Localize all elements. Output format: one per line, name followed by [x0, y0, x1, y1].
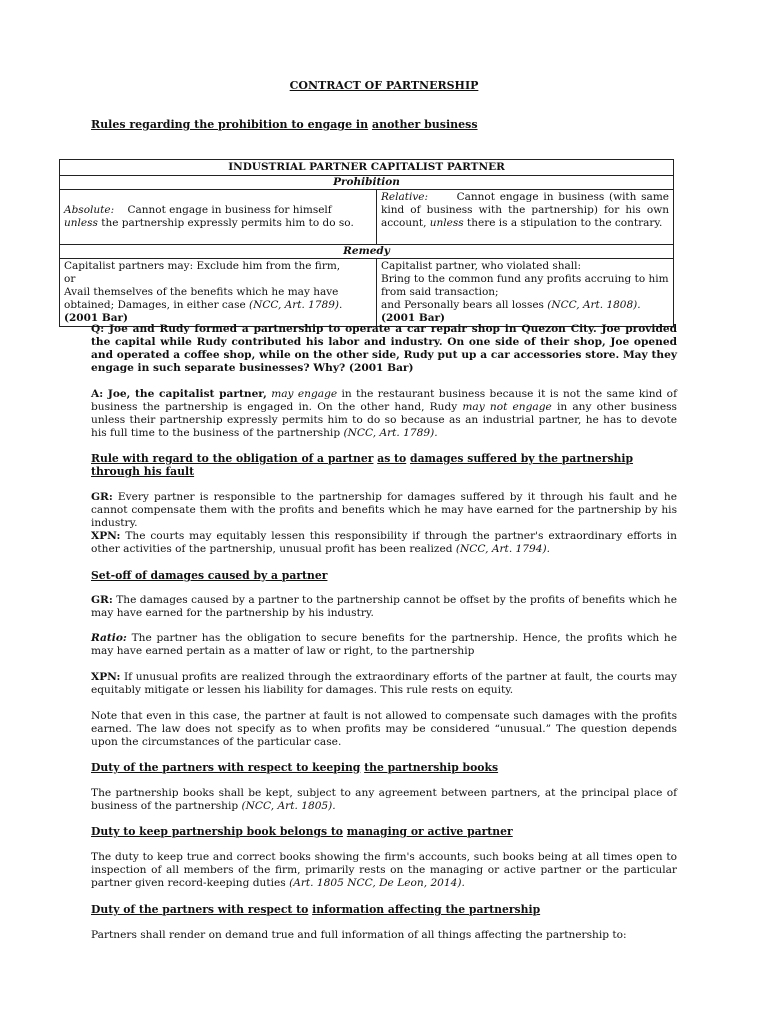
managing-paragraph [91, 851, 677, 890]
info-heading-a: Duty of the partners with respect to [91, 903, 309, 916]
absolute-text2: the partnership expressly permits him to do so. [101, 217, 354, 229]
books-heading [91, 761, 677, 774]
rules-heading [91, 118, 478, 131]
xpn-label-1: XPN: [91, 530, 121, 542]
left-remedy-bar: (2001 Bar) [64, 312, 129, 324]
rule-heading-a: Rule with regard to the obligation of a partner [91, 452, 374, 465]
answer-part1: A: Joe, the capitalist partner, [91, 388, 267, 400]
gr-text-2: The damages caused by a partner to the partnership cannot be offset by the profits of benefits which he may have earned for the partnership by his industry. [91, 594, 677, 619]
ratio-label: Ratio: [91, 632, 127, 644]
info-paragraph: Partners shall render on demand true and full information of all things affecting the partnership to: [91, 929, 627, 941]
relative-label: Relative: [381, 191, 428, 203]
info-heading [91, 903, 677, 916]
managing-heading [91, 825, 677, 838]
right-remedy-line3: and Personally bears all losses [381, 299, 544, 311]
rule-heading [91, 452, 677, 478]
answer-part3: in any other business unless their partnership expressly permits him to do so because as an industrial partner, he has to devote his full time to the business of the partnership [91, 401, 677, 439]
answer-may-engage: may engage [271, 388, 338, 400]
answer-cite: (NCC, Art. 1789). [343, 427, 438, 439]
books-paragraph [91, 787, 677, 813]
right-remedy-cell [377, 259, 674, 327]
rules-heading-part2: another business [371, 118, 478, 131]
books-text: The partnership books shall be kept, subject to any agreement between partners, at the principal place of business of the partnership [91, 787, 677, 812]
books-cite: (NCC, Art. 1805). [241, 800, 336, 812]
rules-heading-part1: Rules regarding the prohibition to engage in [91, 118, 369, 131]
prohibition-label: Prohibition [60, 176, 674, 190]
gr-label-2: GR: [91, 594, 113, 606]
xpn-cite-1: (NCC, Art. 1794). [455, 543, 551, 555]
ratio-text: The partner has the obligation to secure benefits for the partnership. Hence, the profits which he may have earned pertain as a matter of law or right, to the partnership [91, 632, 677, 657]
question-paragraph: Q: Joe and Rudy formed a partnership to operate a car repair shop in Quezon City. Joe provided the capital while Rudy contributed his labor and industry. On one side of their shop, Joe opened and operated a coffee shop, while on the other side, Rudy put up a car accessories store. May they engage in such separate businesses? Why? (2001 Bar) [91, 323, 677, 374]
absolute-prohibition-cell [60, 190, 377, 245]
setoff-heading [91, 569, 677, 582]
right-remedy-line2: Bring to the common fund any profits accruing to him from said transaction; [381, 273, 669, 298]
absolute-label: Absolute: [64, 204, 115, 216]
xpn-label-2: XPN: [91, 671, 121, 683]
xpn-paragraph-2 [91, 671, 677, 697]
right-remedy-cite: (NCC, Art. 1808). [547, 299, 641, 311]
right-remedy-line1: Capitalist partner, who violated shall: [381, 260, 582, 272]
answer-paragraph [91, 388, 677, 440]
managing-text: The duty to keep true and correct books showing the firm's accounts, such books being at all times open to inspection of all members of the firm, primarily rests on the managing or active partner or the particular partner given record-keeping duties [91, 851, 677, 889]
rule-heading-d: through his fault [91, 465, 195, 478]
info-heading-b: information affecting the partnership [312, 903, 541, 916]
relative-text1: Cannot engage in business (with same kind of business with the partnership) for his own account, [381, 191, 669, 229]
answer-may-not-engage: may not engage [462, 401, 552, 413]
setoff-heading-text: Set-off of damages caused by a partner [91, 569, 328, 582]
gr-label-1: GR: [91, 491, 113, 503]
xpn-text-2: If unusual profits are realized through the extraordinary efforts of the partner at fault, the courts may equitably mitigate or lessen his liability for damages. This rule rests on equity. [91, 671, 677, 696]
absolute-text1: Cannot engage in business for himself [127, 204, 332, 216]
xpn-text-1: The courts may equitably lessen this responsibility if through the partner's extraordinary efforts in other activities of the partnership, unusual profit has been realized [91, 530, 677, 555]
rule-heading-b: as to [377, 452, 407, 465]
gr-paragraph-2 [91, 594, 677, 620]
gr-text-1: Every partner is responsible to the partnership for damages suffered by it through his fault and he cannot compensate them with the profits and benefits which he may have earned for the partnership by his industry. [91, 491, 677, 529]
left-remedy-line3: Avail themselves of the benefits which he may have obtained; Damages, in either case [64, 286, 339, 311]
rule-heading-c: damages suffered by the partnership [410, 452, 634, 465]
managing-heading-a: Duty to keep partnership book belongs to [91, 825, 344, 838]
partner-comparison-table [59, 159, 674, 327]
gr-paragraph-1 [91, 491, 677, 530]
remedy-label: Remedy [60, 245, 674, 259]
ratio-paragraph [91, 632, 677, 658]
note-paragraph: Note that even in this case, the partner at fault is not allowed to compensate such damages with the profits earned. The law does not specify as to when profits may be considered “unusual.” The question depends upon the circumstances of the particular case. [91, 710, 677, 748]
relative-prohibition-cell [377, 190, 674, 245]
left-remedy-cite: (NCC, Art. 1789). [249, 299, 343, 311]
xpn-paragraph-1 [91, 530, 677, 556]
relative-text2: there is a stipulation to the contrary. [467, 217, 663, 229]
left-remedy-cell [60, 259, 377, 327]
managing-cite: (Art. 1805 NCC, De Leon, 2014). [289, 877, 465, 889]
managing-heading-b: managing or active partner [346, 825, 513, 838]
left-remedy-line2: or [64, 273, 76, 285]
absolute-unless: unless [64, 217, 98, 229]
answer-part2: in the restaurant business because it is not the same kind of business the partnership is engaged in. On the other hand, Rudy [91, 388, 677, 413]
table-header: INDUSTRIAL PARTNER CAPITALIST PARTNER [60, 160, 674, 176]
right-remedy-bar: (2001 Bar) [381, 312, 446, 324]
books-heading-b: the partnership books [364, 761, 499, 774]
page-title: CONTRACT OF PARTNERSHIP [289, 79, 479, 92]
books-heading-a: Duty of the partners with respect to keeping [91, 761, 361, 774]
left-remedy-line1: Capitalist partners may: Exclude him from the firm, [64, 260, 341, 272]
relative-unless: unless [429, 217, 464, 229]
